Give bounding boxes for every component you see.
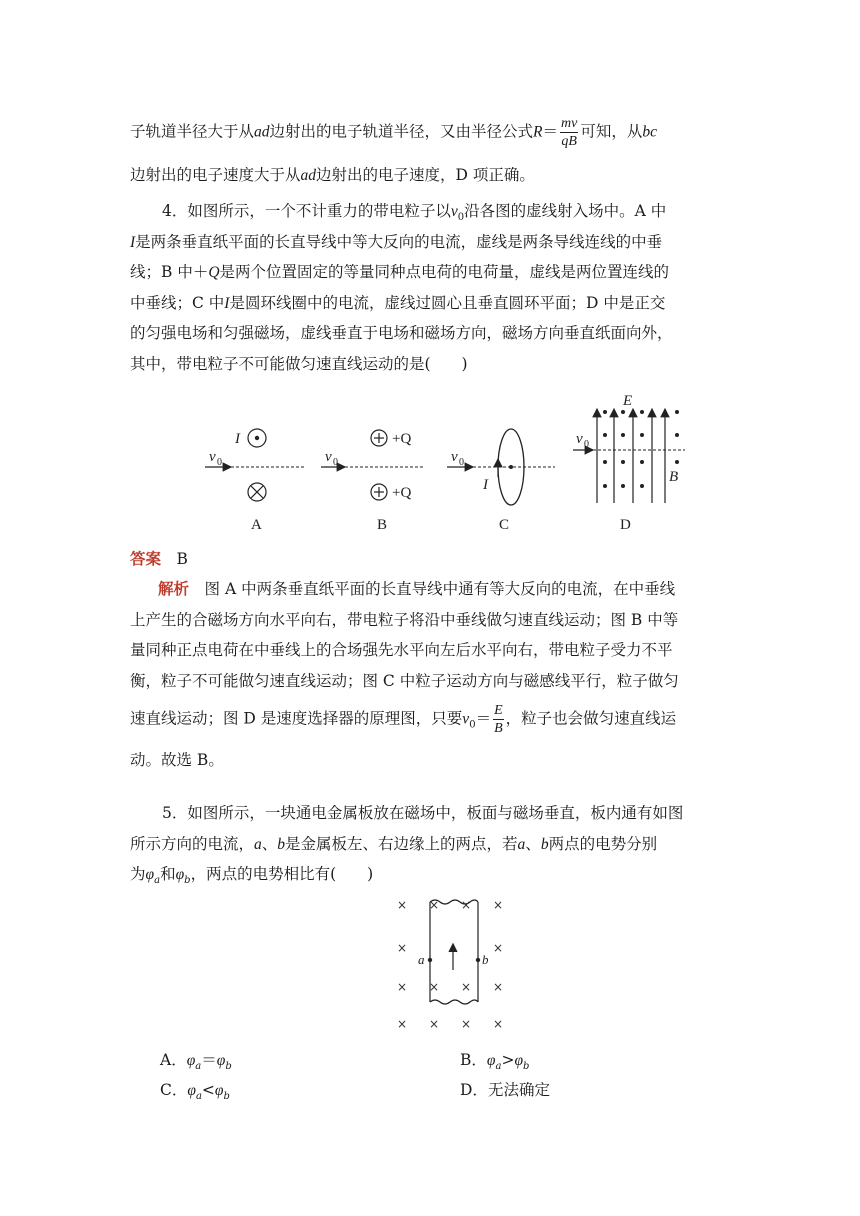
q5-line-3: 为$\varphi_a$和$\varphi_b$，两点的电势相比有( ) bbox=[130, 865, 374, 887]
analysis-label: 解析 bbox=[158, 579, 190, 598]
analysis-line-3: 量同种正点电荷在中垂线上的合场强先水平向左后水平向右，带电粒子受力不平 bbox=[130, 641, 673, 659]
svg-text:×: × bbox=[396, 898, 408, 912]
q5-line-2: 所示方向的电流，a、b是金属板左、右边缘上的两点，若a、b两点的电势分别 bbox=[130, 834, 658, 853]
figure-q5 bbox=[390, 892, 510, 1037]
continuation-line-2: 边射出的电子速度大于从ad边射出的电子速度，D 项正确。 bbox=[130, 165, 535, 184]
svg-text:×: × bbox=[492, 1017, 504, 1031]
figure-label-d: D bbox=[620, 517, 631, 533]
analysis-line-4: 衡，粒子不可能做匀速直线运动；图 C 中粒子运动方向与磁感线平行，粒子做匀 bbox=[130, 671, 679, 690]
continuation-line-1: 子轨道半径大于从ad边射出的电子轨道半径，又由半径公式R＝ $\frac{mv}{qB}$ 可知，从bc bbox=[130, 116, 657, 149]
svg-text:I: I bbox=[483, 477, 488, 493]
analysis-line-2: 上产生的合磁场方向水平向右，带电粒子将沿中垂线做匀速直线运动；图 B 中等 bbox=[130, 610, 679, 629]
svg-text:a: a bbox=[418, 952, 425, 967]
svg-text:v: v bbox=[325, 449, 332, 465]
paragraph-continuation bbox=[130, 115, 734, 190]
analysis-line-6: 动。故选 B。 bbox=[130, 750, 224, 769]
answer-line bbox=[130, 544, 734, 575]
svg-text:×: × bbox=[428, 898, 440, 912]
answer-value: B bbox=[176, 550, 188, 568]
svg-text:v: v bbox=[209, 449, 216, 465]
figure-label-a: A bbox=[251, 517, 262, 533]
svg-text:×: × bbox=[396, 1017, 408, 1031]
radius-fraction: $\frac{mv}{qB}$ bbox=[561, 116, 578, 149]
figure-c bbox=[447, 429, 555, 533]
question-4 bbox=[130, 196, 734, 379]
figure-label-c: C bbox=[499, 517, 510, 533]
svg-text:I: I bbox=[235, 431, 240, 447]
figure-q4 bbox=[195, 385, 695, 535]
svg-text:×: × bbox=[460, 1017, 472, 1031]
q4-line-2: I是两条垂直纸平面的长直导线中等大反向的电流，虚线是两条导线连线的中垂 bbox=[130, 232, 663, 251]
svg-text:0: 0 bbox=[459, 457, 464, 468]
svg-text:×: × bbox=[428, 980, 440, 994]
q4-line-1: 4．如图所示，一个不计重力的带电粒子以$v_0$沿各图的虚线射入场中。A 中 bbox=[162, 202, 667, 224]
svg-text:+Q: +Q bbox=[392, 431, 412, 447]
analysis-line-5: 速直线运动；图 D 是速度选择器的原理图，只要$v_0=$ $\frac{E}{B}$ ，粒子也会做匀速直线运 bbox=[130, 703, 677, 736]
figure-b bbox=[321, 430, 425, 533]
svg-text:0: 0 bbox=[584, 439, 589, 450]
q4-line-5: 的匀强电场和匀强磁场，虚线垂直于电场和磁场方向，磁场方向垂直纸面向外， bbox=[130, 324, 673, 342]
svg-text:E: E bbox=[623, 393, 633, 409]
svg-text:B: B bbox=[669, 469, 679, 485]
svg-text:+Q: +Q bbox=[392, 485, 412, 501]
q5-line-1: 5．如图所示，一块通电金属板放在磁场中，板面与磁场垂直，板内通有如图 bbox=[162, 804, 684, 822]
svg-text:0: 0 bbox=[333, 457, 338, 468]
choice-b[interactable]: B．$\varphi_a>\varphi_b$ bbox=[460, 1051, 530, 1073]
svg-text:0: 0 bbox=[217, 457, 222, 468]
q4-line-4: 中垂线；C 中I是圆环线圈中的电流，虚线过圆心且垂直圆环平面；D 中是正交 bbox=[130, 293, 666, 312]
velocity-fraction: $\frac{E}{B}$ bbox=[494, 703, 503, 736]
svg-text:×: × bbox=[460, 980, 472, 994]
choice-a[interactable]: A．$\varphi_a=\varphi_b$ bbox=[160, 1051, 232, 1073]
figure-d bbox=[573, 393, 685, 533]
q4-line-3: 线；B 中＋Q是两个位置固定的等量同种点电荷的电荷量，虚线是两位置连线的 bbox=[130, 263, 670, 281]
figure-label-b: B bbox=[377, 517, 388, 533]
svg-text:v: v bbox=[576, 431, 583, 447]
svg-text:×: × bbox=[460, 898, 472, 912]
svg-text:×: × bbox=[492, 898, 504, 912]
analysis bbox=[130, 574, 734, 775]
choice-c[interactable]: C．$\varphi_a<\varphi_b$ bbox=[160, 1081, 230, 1103]
question-5 bbox=[130, 798, 734, 890]
q4-line-6: 其中，带电粒子不可能做匀速直线运动的是( ) bbox=[130, 354, 468, 373]
svg-text:×: × bbox=[492, 941, 504, 955]
svg-text:v: v bbox=[451, 449, 458, 465]
svg-text:×: × bbox=[492, 980, 504, 994]
svg-text:×: × bbox=[396, 980, 408, 994]
svg-text:b: b bbox=[482, 952, 489, 967]
answer-label: 答案 bbox=[130, 549, 162, 568]
choice-d[interactable]: D．无法确定 bbox=[460, 1081, 550, 1099]
svg-text:×: × bbox=[396, 941, 408, 955]
analysis-line-1: 解析 图 A 中两条垂直纸平面的长直导线中通有等大反向的电流，在中垂线 bbox=[158, 579, 676, 598]
figure-a bbox=[205, 429, 305, 533]
svg-text:×: × bbox=[428, 1017, 440, 1031]
